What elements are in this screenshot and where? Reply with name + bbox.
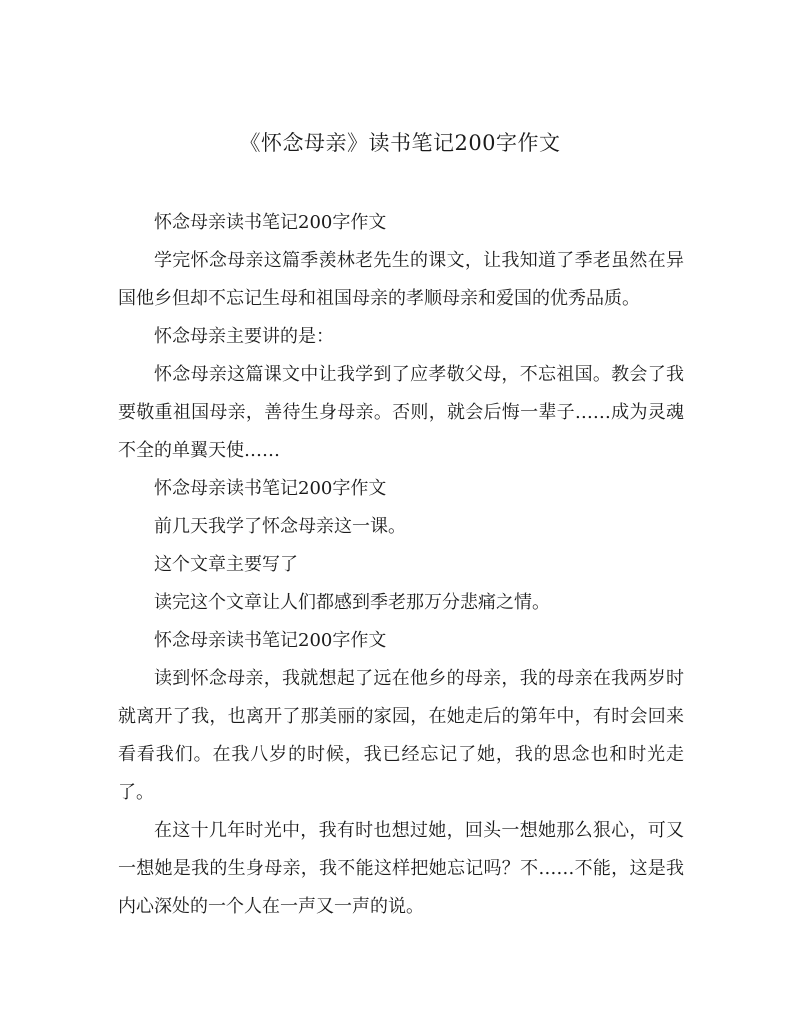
paragraph-2: 怀念母亲主要讲的是： [154,326,334,347]
paragraph-subheading-2: 怀念母亲读书笔记200字作文 [154,478,387,499]
paragraph-8: 在这十几年时光中，我有时也想过她，回头一想她那么狠心，可又一想她是我的生身母亲，我不能这样把她忘记吗？不……不能，这是我内心深处的一个人在一声又一声的说。 [118,820,684,917]
paragraph-3: 怀念母亲这篇课文中让我学到了应孝敬父母，不忘祖国。教会了我要敬重祖国母亲，善待生身母亲。否则，就会后悔一辈子……成为灵魂不全的单翼天使…… [118,364,684,461]
paragraph-6: 读完这个文章让人们都感到季老那万分悲痛之情。 [154,592,550,613]
paragraph-subheading-3: 怀念母亲读书笔记200字作文 [154,630,387,651]
paragraph-1: 学完怀念母亲这篇季羡林老先生的课文，让我知道了季老虽然在异国他乡但却不忘记生母和祖国母亲的孝顺母亲和爱国的优秀品质。 [118,250,684,309]
document-title: 《怀念母亲》读书笔记200字作文 [239,131,561,155]
paragraph-5: 这个文章主要写了 [154,554,298,575]
paragraph-subheading-1: 怀念母亲读书笔记200字作文 [154,212,387,233]
document-body [118,204,684,926]
paragraph-7: 读到怀念母亲，我就想起了远在他乡的母亲，我的母亲在我两岁时就离开了我，也离开了那美丽的家园，在她走后的第年中，有时会回来看看我们。在我八岁的时候，我已经忘记了她，我的思念也和时光走了。 [118,668,684,803]
paragraph-4: 前几天我学了怀念母亲这一课。 [154,516,406,537]
